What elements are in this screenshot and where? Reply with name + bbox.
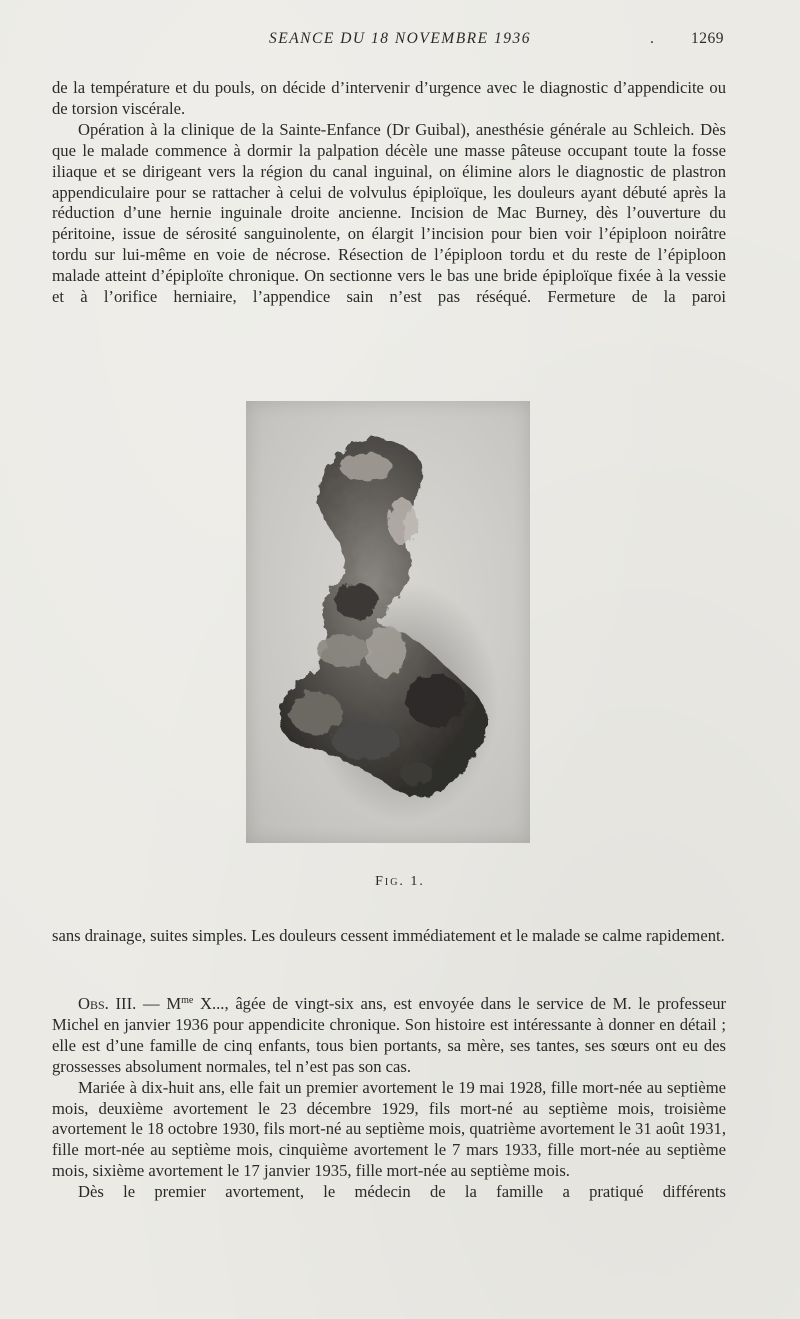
- running-title: SEANCE DU 18 NOVEMBRE 1936: [268, 30, 531, 47]
- page-number: 1269: [691, 30, 724, 47]
- running-head: [0, 30, 800, 54]
- running-head-separator: .: [650, 30, 656, 47]
- paragraph-1: de la température et du pouls, on décide d’intervenir d’urgence avec le diagnostic d’appendicite ou de torsion viscérale.: [52, 78, 726, 118]
- observation-paragraph: Obs. III. — $M^{me}$ X..., âgée de vingt-six ans, est envoyée dans le service de M. le professeur Michel en janvier 1936 pour appendicite chronique. Son histoire est intéressante à donner en détail ; elle est d’une famille de cinq enfants, tous bien portants, sa mère, ses tantes, ses sœurs ont eu des grossesses absolument normales, tel n’est pas son cas.: [52, 994, 727, 1076]
- text-block-middle: [52, 926, 726, 947]
- paragraph-6: Dès le premier avortement, le médecin de la famille a pratiqué différents: [78, 1182, 726, 1202]
- text-block-bottom: [52, 994, 726, 1203]
- paragraph-2: Opération à la clinique de la Sainte-Enfance (Dr Guibal), anesthésie générale au Schleich. Dès que le malade commence à dormir la palpation décèle une masse pâteuse occupant toute la fosse iliaque et se dirigeant vers la région du canal inguinal, on élimine alors le diagnostic de plastron appendiculaire pour se rattacher à celui de volvulus épiploïque, les douleurs ayant débuté après la réduction d’une hernie inguinale droite ancienne. Incision de Mac Burney, dès l’ouverture du péritoine, issue de sérosité sanguinolente, on élargit l’incision pour bien voir l’épiploon noirâtre tordu sur lui-même en voie de nécrose. Résection de l’épiploon tordu et du reste de l’épiploon malade atteint d’épiploïte chronique. On sectionne vers le bas une bride épiploïque fixée à la vessie et à l’orifice herniaire, l’appendice sain n’est pas réséqué. Fermeture de la paroi: [52, 119, 726, 307]
- text-block-top: [52, 78, 726, 308]
- paragraph-5: Mariée à dix-huit ans, elle fait un premier avortement le 19 mai 1928, fille mort-née au septième mois, deuxième avortement le 23 décembre 1929, fils mort-né au septième mois, troisième avortement le 18 octobre 1930, fils mort-né au septième mois, quatrième avortement le 31 août 1931, fille mort-née au septième mois, cinquième avortement le 7 mars 1933, fille mort-née au septième mois, sixième avortement le 17 janvier 1935, fille mort-née au septième mois.: [52, 1077, 726, 1181]
- figure-photograph: [246, 401, 530, 843]
- specimen-photo: [246, 401, 530, 843]
- paragraph-3: sans drainage, suites simples. Les douleurs cessent immédiatement et le malade se calme rapidement.: [52, 926, 725, 945]
- observation-label: Obs. III.: [78, 994, 137, 1013]
- figure-caption: Fig. 1.: [375, 874, 425, 889]
